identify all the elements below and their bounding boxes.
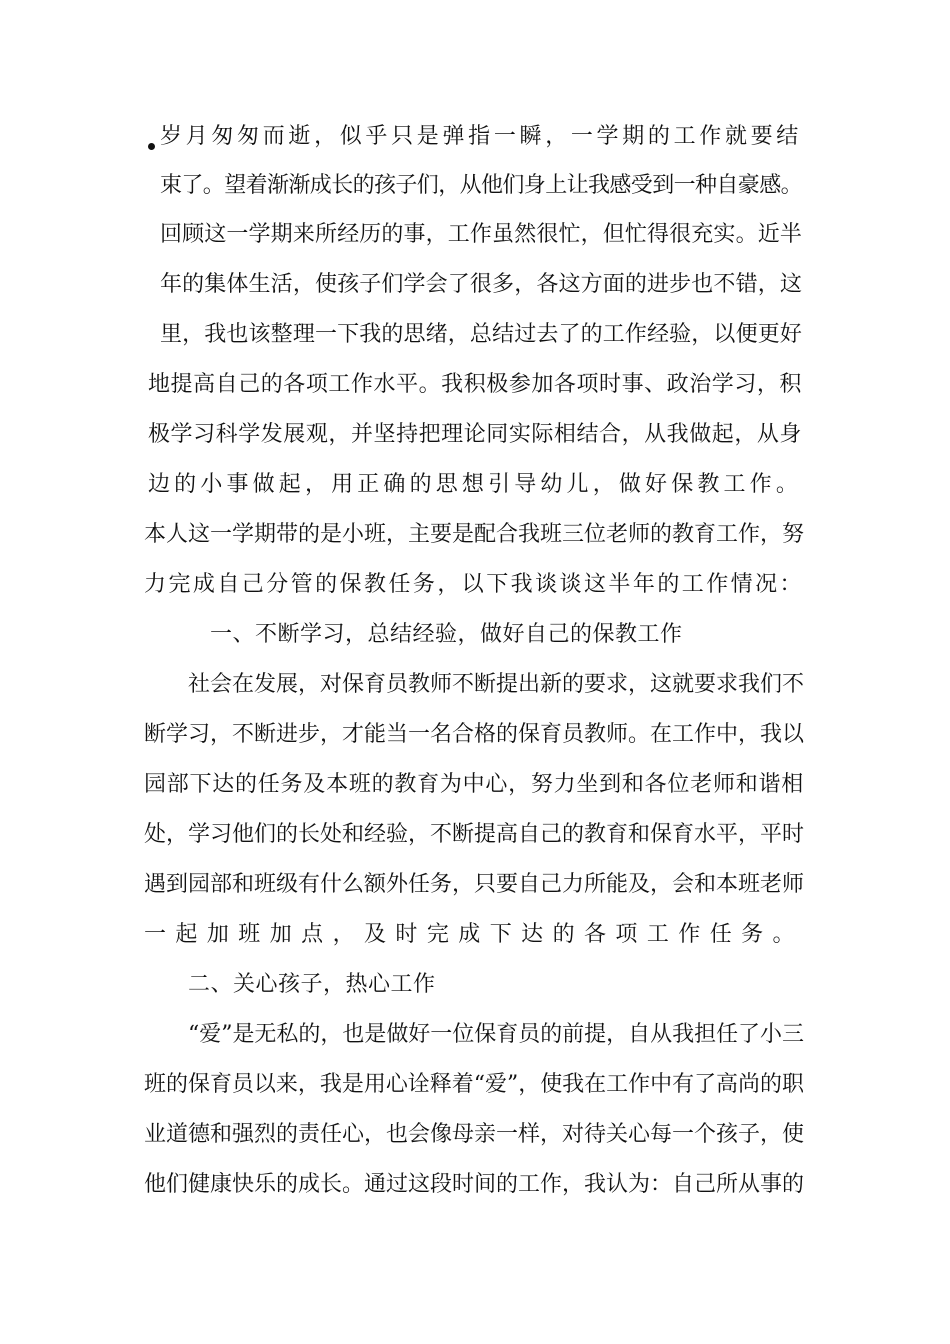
- text-line: 地提高自己的各项工作水平。我积极参加各项时事、政治学习，积: [148, 372, 802, 397]
- text-line: 极学习科学发展观，并坚持把理论同实际相结合，从我做起，从身: [148, 422, 802, 447]
- bullet-dot: [148, 143, 155, 150]
- text-line: 他们健康快乐的成长。通过这段时间的工作，我认为：自己所从事的: [144, 1172, 804, 1197]
- text-line: 一起加班加点，及时完成下达的各项工作任务。: [144, 922, 804, 947]
- text-line: “爱”是无私的，也是做好一位保育员的前提，自从我担任了小三: [188, 1022, 804, 1047]
- text-line: 岁月匆匆而逝，似乎只是弹指一瞬，一学期的工作就要结: [160, 124, 802, 149]
- text-line: 断学习，不断进步，才能当一名合格的保育员教师。在工作中，我以: [144, 722, 804, 747]
- text-line: 遇到园部和班级有什么额外任务，只要自己力所能及，会和本班老师: [144, 872, 804, 897]
- section-heading: 二、关心孩子，热心工作: [188, 972, 436, 997]
- section-heading: 一、不断学习，总结经验，做好自己的保教工作: [210, 622, 683, 647]
- text-line: 里，我也该整理一下我的思绪，总结过去了的工作经验，以便更好: [160, 322, 802, 347]
- text-line: 束了。望着渐渐成长的孩子们，从他们身上让我感受到一种自豪感。: [160, 173, 802, 198]
- text-line: 回顾这一学期来所经历的事，工作虽然很忙，但忙得很充实。近半: [160, 222, 802, 247]
- text-line: 业道德和强烈的责任心，也会像母亲一样，对待关心每一个孩子，使: [144, 1122, 804, 1147]
- text-line: 力完成自己分管的保教任务，以下我谈谈这半年的工作情况：: [144, 572, 804, 597]
- text-line: 园部下达的任务及本班的教育为中心，努力坐到和各位老师和谐相: [144, 772, 804, 797]
- text-line: 班的保育员以来，我是用心诠释着“爱”，使我在工作中有了高尚的职: [144, 1072, 804, 1097]
- text-line: 本人这一学期带的是小班，主要是配合我班三位老师的教育工作，努: [144, 522, 804, 547]
- text-line: 年的集体生活，使孩子们学会了很多，各这方面的进步也不错，这: [160, 272, 802, 297]
- text-line: 边的小事做起，用正确的思想引导幼儿，做好保教工作。: [148, 472, 802, 497]
- text-line: 处，学习他们的长处和经验，不断提高自己的教育和保育水平，平时: [144, 822, 804, 847]
- text-line: 社会在发展，对保育员教师不断提出新的要求，这就要求我们不: [188, 672, 804, 697]
